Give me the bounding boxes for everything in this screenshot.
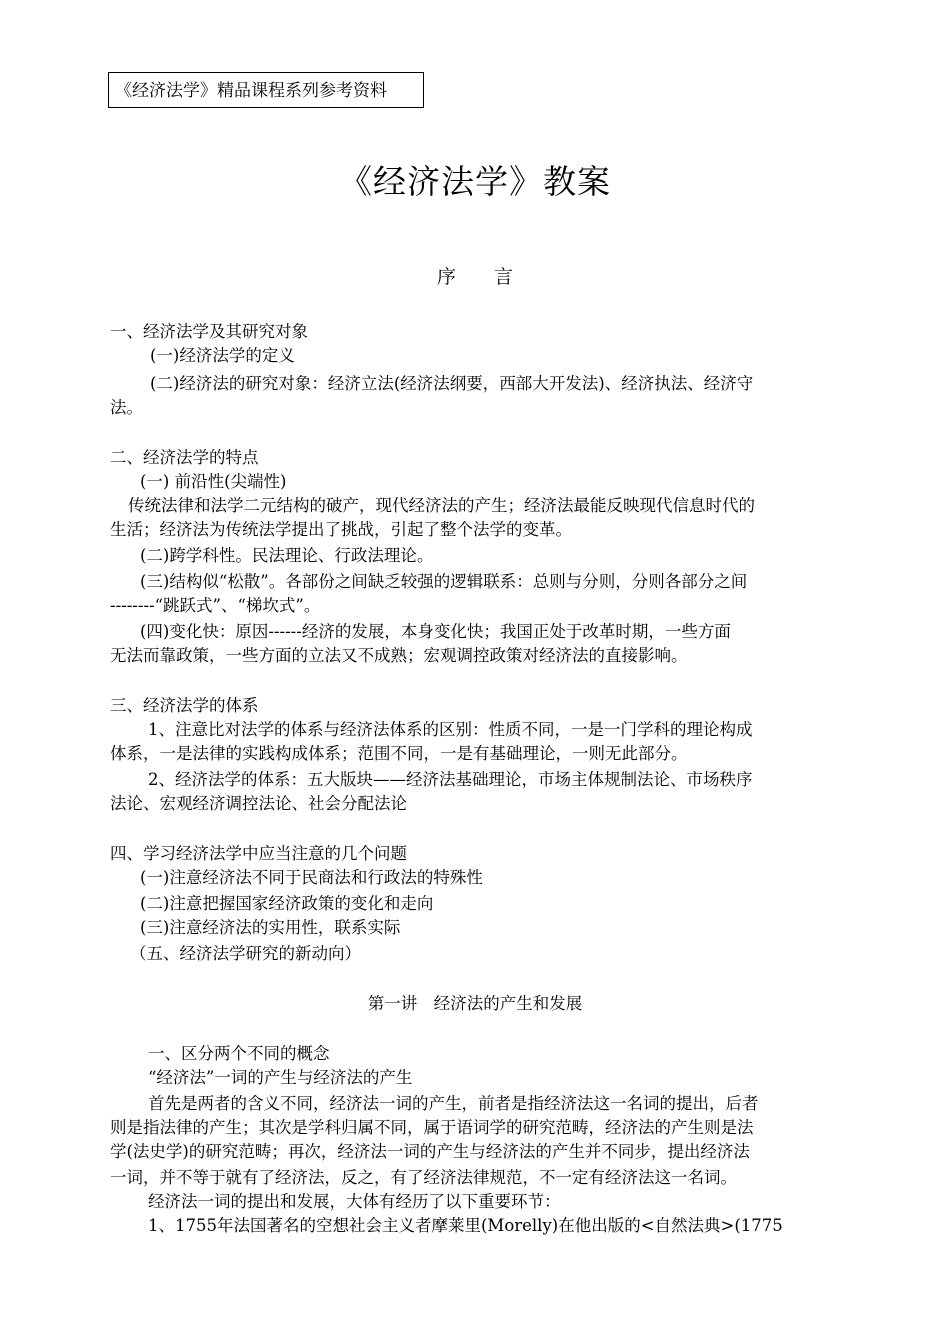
paragraph-line: 1、注意比对法学的体系与经济法体系的区别：性质不同，一是一门学科的理论构成 (148, 720, 753, 739)
subsection-line: (一)注意经济法不同于民商法和行政法的特殊性 (140, 868, 483, 887)
paragraph-line: (二)经济法的研究对象：经济立法(经济法纲要，西部大开发法)、经济执法、经济守 (150, 374, 754, 393)
paragraph-line: 法论、宏观经济调控法论、社会分配法论 (110, 794, 407, 813)
paragraph-line: 1、1755年法国著名的空想社会主义者摩莱里(Morelly)在他出版的<自然法典>(1775 (148, 1216, 783, 1235)
paragraph-line: 经济法一词的提出和发展，大体有经历了以下重要环节： (148, 1192, 561, 1211)
lecture-heading: 第一讲 经济法的产生和发展 (367, 994, 583, 1013)
section-heading-2: 二、经济法学的特点 (110, 448, 259, 467)
paragraph-line: 法。 (110, 398, 143, 417)
paragraph-line: 传统法律和法学二元结构的破产，现代经济法的产生；经济法最能反映现代信息时代的 (128, 496, 755, 515)
subsection-line: “经济法”一词的产生与经济法的产生 (148, 1068, 413, 1087)
subsection-line: (二)注意把握国家经济政策的变化和走向 (140, 894, 434, 913)
paragraph-line: 体系，一是法律的实践构成体系；范围不同，一是有基础理论，一则无此部分。 (110, 744, 688, 763)
subsection-line: （五、经济法学研究的新动向） (130, 944, 361, 963)
paragraph-line: 无法而靠政策，一些方面的立法又不成熟；宏观调控政策对经济法的直接影响。 (110, 646, 688, 665)
subsection-line: (一)经济法学的定义 (150, 346, 295, 365)
paragraph-line: 一词，并不等于就有了经济法，反之，有了经济法律规范，不一定有经济法这一名词。 (110, 1168, 737, 1187)
paragraph-line: 首先是两者的含义不同，经济法一词的产生，前者是指经济法这一名词的提出，后者 (148, 1094, 759, 1113)
paragraph-line: --------“跳跃式”、“梯坎式”。 (110, 596, 321, 615)
document-title: 《经济法学》教案 (339, 162, 611, 201)
course-series-label: 《经济法学》精品课程系列参考资料 (108, 72, 424, 108)
paragraph-line: 学(法史学)的研究范畴；再次，经济法一词的产生与经济法的产生并不同步，提出经济法 (110, 1142, 750, 1161)
section-heading-1: 一、经济法学及其研究对象 (110, 322, 308, 341)
subsection-line: (一) 前沿性(尖端性) (140, 472, 287, 491)
subsection-line: (二)跨学科性。民法理论、行政法理论。 (140, 546, 434, 565)
section-heading: 一、区分两个不同的概念 (148, 1044, 330, 1063)
preface-char-1: 序 (436, 266, 456, 288)
section-heading-4: 四、学习经济法学中应当注意的几个问题 (110, 844, 407, 863)
paragraph-line: 生活；经济法为传统法学提出了挑战，引起了整个法学的变革。 (110, 520, 572, 539)
section-heading-3: 三、经济法学的体系 (110, 696, 259, 715)
paragraph-line: 2、经济法学的体系：五大版块——经济法基础理论，市场主体规制法论、市场秩序 (148, 770, 753, 789)
subsection-line: (四)变化快：原因------经济的发展，本身变化快；我国正处于改革时期，一些方面 (140, 622, 731, 641)
preface-heading (0, 262, 950, 292)
subsection-line: (三)结构似“松散”。各部份之间缺乏较强的逻辑联系：总则与分则，分则各部分之间 (140, 572, 748, 591)
preface-char-2: 言 (494, 266, 514, 288)
subsection-line: (三)注意经济法的实用性，联系实际 (140, 918, 401, 937)
paragraph-line: 则是指法律的产生；其次是学科归属不同，属于语词学的研究范畴，经济法的产生则是法 (110, 1118, 754, 1137)
